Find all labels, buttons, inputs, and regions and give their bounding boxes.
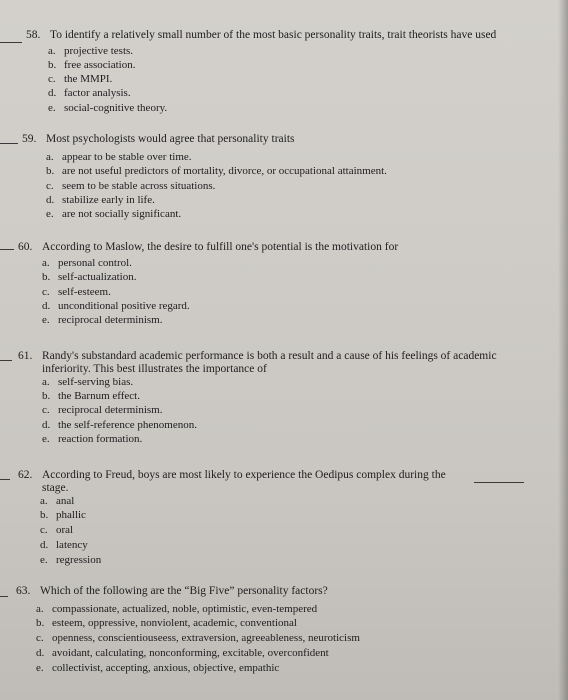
choice-a: a. self-serving bias. (42, 376, 134, 388)
answer-blank[interactable] (0, 596, 8, 597)
choice-b: b. are not useful predictors of mortality, divorce, or occupational attainment. (46, 165, 387, 177)
choice-e: e. are not socially significant. (46, 208, 182, 220)
question-stem (18, 240, 398, 254)
choice-a: a. projective tests. (48, 45, 134, 57)
choice-c: c. the MMPI. (48, 73, 113, 85)
question-number: 60. (18, 241, 33, 253)
choice-b: b. the Barnum effect. (42, 390, 140, 402)
question-number: 61. (18, 350, 33, 362)
choice-d: d. avoidant, calculating, nonconforming, excitable, overconfident (36, 647, 329, 659)
question-stem (22, 132, 295, 146)
answer-blank[interactable] (0, 143, 18, 144)
choice-e: e. regression (40, 554, 102, 566)
choice-b: b. phallic (40, 509, 86, 521)
choice-a: a. compassionate, actualized, noble, optimistic, even-tempered (36, 603, 318, 615)
choice-a: a. personal control. (42, 257, 132, 269)
choice-e: e. reciprocal determinism. (42, 314, 163, 326)
question-number: 63. (16, 585, 31, 597)
question-text: According to Freud, boys are most likely to experience the Oedipus complex during the (42, 469, 446, 481)
answer-blank[interactable] (0, 42, 22, 43)
question-stem (26, 28, 496, 42)
choice-c: c. openness, conscientiouseess, extraversion, agreeableness, neuroticism (36, 632, 360, 644)
question-number: 62. (18, 469, 33, 481)
question-text: To identify a relatively small number of the most basic personality traits, trait theorists have used (50, 29, 497, 41)
question-number: 59. (22, 133, 37, 145)
choice-d: d. stabilize early in life. (46, 194, 155, 206)
question-text: According to Maslow, the desire to fulfill one's potential is the motivation for (42, 241, 399, 253)
choice-d: d. factor analysis. (48, 87, 131, 99)
choice-d: d. the self-reference phenomenon. (42, 419, 197, 431)
question-text: Which of the following are the “Big Five” personality factors? (40, 585, 328, 597)
fill-in-blank[interactable] (474, 482, 524, 483)
question-text: Most psychologists would agree that personality traits (46, 133, 295, 145)
question-text-continued: stage. (42, 482, 69, 494)
choice-a: a. appear to be stable over time. (46, 151, 192, 163)
choice-c: c. reciprocal determinism. (42, 404, 163, 416)
question-stem (16, 584, 328, 598)
answer-blank[interactable] (0, 479, 10, 480)
answer-blank[interactable] (0, 249, 14, 250)
choice-c: c. self-esteem. (42, 286, 111, 298)
question-text: Randy's substandard academic performance is both a result and a cause of his feelings of academic (42, 350, 497, 362)
choice-e: e. reaction formation. (42, 433, 143, 445)
choice-d: d. latency (40, 539, 88, 551)
choice-b: b. free association. (48, 59, 136, 71)
choice-d: d. unconditional positive regard. (42, 300, 190, 312)
question-stem (18, 349, 497, 363)
question-number: 58. (26, 29, 41, 41)
question-text-continued: inferiority. This best illustrates the importance of (42, 363, 267, 375)
choice-b: b. esteem, oppressive, nonviolent, academic, conventional (36, 617, 297, 629)
choice-e: e. collectivist, accepting, anxious, objective, empathic (36, 662, 280, 674)
choice-a: a. anal (40, 495, 75, 507)
question-stem (18, 468, 446, 482)
choice-b: b. self-actualization. (42, 271, 137, 283)
answer-blank[interactable] (0, 360, 12, 361)
choice-e: e. social-cognitive theory. (48, 102, 168, 114)
choice-c: c. oral (40, 524, 74, 536)
choice-c: c. seem to be stable across situations. (46, 180, 216, 192)
